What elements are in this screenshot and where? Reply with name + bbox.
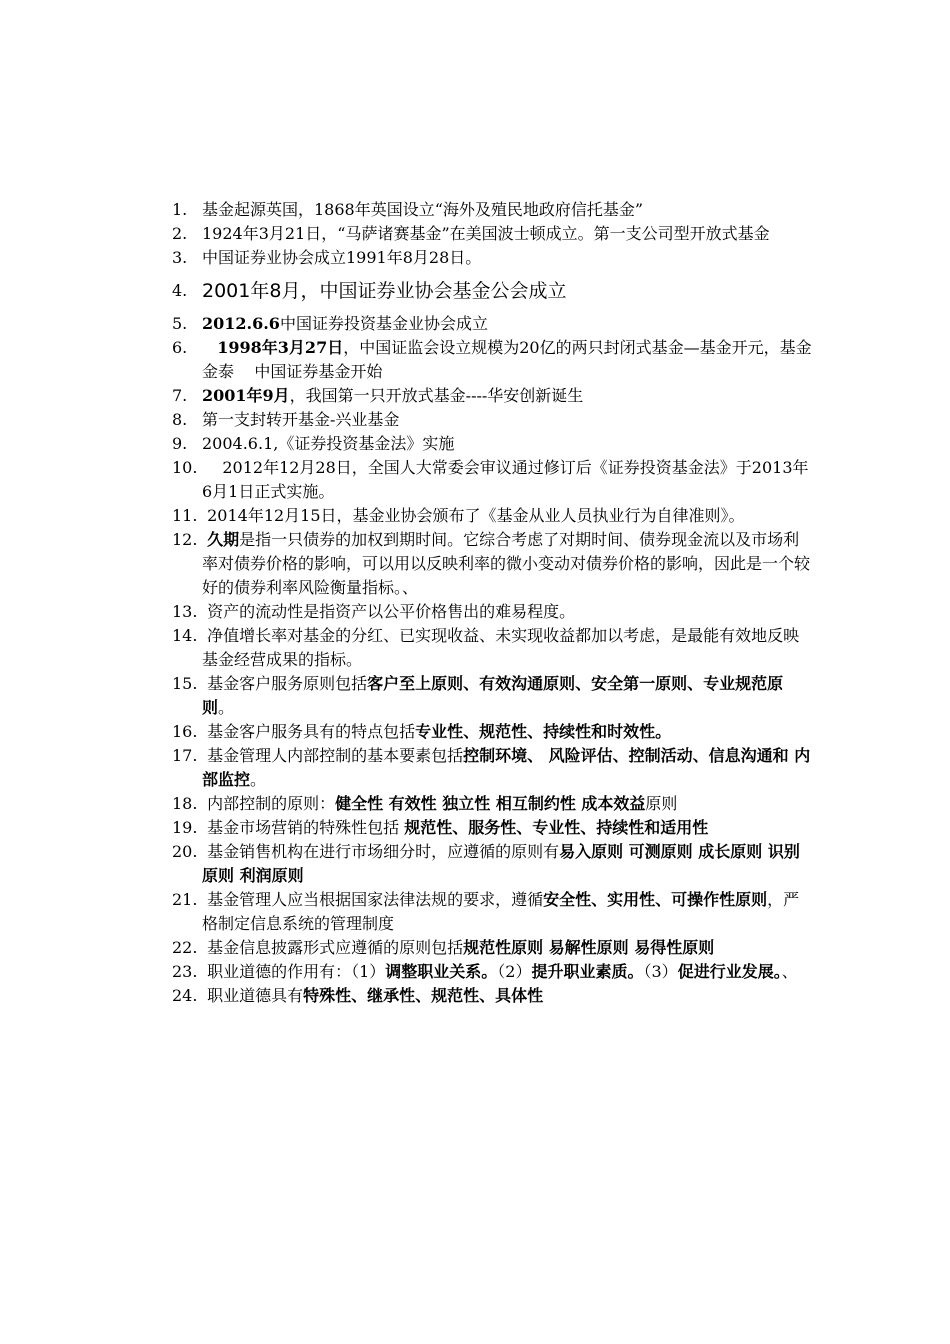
list-item xyxy=(172,528,812,600)
list-item-number: 22. xyxy=(172,938,198,957)
list-item-number: 6. xyxy=(172,338,188,357)
list-item-text: 中国证券业协会成立1991年8月28日。 xyxy=(202,248,482,267)
list-item-text: 职业道德的作用有：（1） xyxy=(202,962,386,981)
list-item xyxy=(172,456,812,504)
list-item-text: 基金管理人内部控制的基本要素包括 xyxy=(202,746,464,765)
list-item-number: 17. xyxy=(172,746,198,765)
list-item-number: 9. xyxy=(172,434,188,453)
list-item-number: 12. xyxy=(172,530,198,549)
list-item-text: 职业道德具有 xyxy=(202,986,304,1005)
list-item-text: 基金客户服务具有的特点包括 xyxy=(202,722,416,741)
list-item-number: 18. xyxy=(172,794,198,813)
list-item-text: 1924年3月21日，“马萨诸赛基金”在美国波士顿成立。第一支公司型开放式基金 xyxy=(202,224,770,243)
bold-text: 促进行业发展。 xyxy=(677,962,782,981)
list-item xyxy=(172,744,812,792)
list-item-text: 净值增长率对基金的分红、已实现收益、未实现收益都加以考虑，是最能有效地反映基金经营成果的指标。 xyxy=(202,626,800,669)
list-item-text: （3） xyxy=(643,962,678,981)
list-item xyxy=(172,984,812,1008)
list-item-number: 16. xyxy=(172,722,198,741)
list-item xyxy=(172,840,812,888)
bold-text: 1998年3月27日 xyxy=(217,338,344,357)
bold-text: 规范性、服务性、专业性、持续性和适用性 xyxy=(404,818,709,837)
list-item-number: 7. xyxy=(172,386,188,405)
list-item-text: 。 xyxy=(250,770,267,789)
list-item-number: 23. xyxy=(172,962,198,981)
list-item-number: 2. xyxy=(172,224,188,243)
bold-text: 健全性 有效性 独立性 相互制约性 成本效益 xyxy=(335,794,646,813)
list-item xyxy=(172,432,812,456)
bold-text: 2012.6.6 xyxy=(202,314,280,333)
list-item-number: 21. xyxy=(172,890,198,909)
list-item xyxy=(172,222,812,246)
list-item xyxy=(172,816,812,840)
list-item-number: 20. xyxy=(172,842,198,861)
bold-text: 提升职业素质。 xyxy=(531,962,644,981)
list-item-text: 资产的流动性是指资产以公平价格售出的难易程度。 xyxy=(202,602,576,621)
list-item xyxy=(172,600,812,624)
bold-text: 专业性、规范性、持续性和时效性。 xyxy=(415,722,672,741)
bold-text: 特殊性、继承性、规范性、具体性 xyxy=(303,986,544,1005)
list-item-text: 2004.6.1,《证券投资基金法》实施 xyxy=(202,434,455,453)
bold-text: 易入原则 可测原则 成长原则 识别原则 利润原则 xyxy=(202,842,800,885)
list-item-text: （2） xyxy=(497,962,532,981)
list-item-text: 基金起源英国，1868年英国设立“海外及殖民地政府信托基金” xyxy=(202,200,644,219)
document-page xyxy=(172,198,812,1008)
list-item-number: 5. xyxy=(172,314,188,333)
list-item-number: 1. xyxy=(172,200,188,219)
list-item xyxy=(172,336,812,384)
list-item xyxy=(172,720,812,744)
list-item xyxy=(172,936,812,960)
list-item-text: 内部控制的原则： xyxy=(202,794,336,813)
list-item-number: 8. xyxy=(172,410,188,429)
list-item-text: ，严格制定信息系统的管理制度 xyxy=(202,890,800,933)
list-item xyxy=(172,246,812,270)
list-item-text xyxy=(202,338,217,357)
list-item xyxy=(172,672,812,720)
list-item xyxy=(172,408,812,432)
list-item-number: 11. xyxy=(172,506,198,525)
list-item-text: 基金信息披露形式应遵循的原则包括 xyxy=(202,938,464,957)
list-item-text: 。 xyxy=(218,698,235,717)
list-item-text: 基金市场营销的特殊性包括 xyxy=(202,818,405,837)
list-item xyxy=(172,312,812,336)
list-item-number: 13. xyxy=(172,602,198,621)
list-item-text: 2001年8月，中国证券业协会基金公会成立 xyxy=(202,280,567,302)
list-item xyxy=(172,198,812,222)
list-item-text: ，我国第一只开放式基金----华安创新诞生 xyxy=(289,386,584,405)
list-item-number: 14. xyxy=(172,626,198,645)
list-item-text: 中国证券投资基金业协会成立 xyxy=(279,314,488,333)
list-item-text: 基金管理人应当根据国家法律法规的要求，遵循 xyxy=(202,890,544,909)
list-item-text: 基金销售机构在进行市场细分时，应遵循的原则有 xyxy=(202,842,560,861)
numbered-list xyxy=(172,198,812,1008)
list-item xyxy=(172,504,812,528)
list-item-text: 第一支封转开基金-兴业基金 xyxy=(202,410,400,429)
list-item-number: 4. xyxy=(172,281,188,300)
list-item-number: 15. xyxy=(172,674,198,693)
bold-text: 调整职业关系。 xyxy=(385,962,498,981)
bold-text: 安全性、实用性、可操作性原则 xyxy=(543,890,768,909)
list-item-number: 3. xyxy=(172,248,188,267)
bold-text: 控制环境、 风险评估、控制活动、信息沟通和 内部监控 xyxy=(202,746,811,789)
list-item-text: ，中国证监会设立规模为20亿的两只封闭式基金—基金开元，基金金泰 中国证券基金开始 xyxy=(202,338,812,381)
bold-text: 久期 xyxy=(207,530,240,549)
list-item-number: 24. xyxy=(172,986,198,1005)
list-item-text: 、 xyxy=(781,962,798,981)
list-item-text: 原则 xyxy=(645,794,678,813)
bold-text: 2001年9月 xyxy=(202,386,290,405)
list-item-number: 19. xyxy=(172,818,198,837)
list-item-text: 是指一只债券的加权到期时间。它综合考虑了对期时间、债券现金流以及市场利率对债券价格的影响，可以用以反映利率的微小变动对债券价格的影响，因此是一个较好的债券利率风险衡量指标。、 xyxy=(202,530,811,597)
list-item xyxy=(172,276,812,306)
list-item-number: 10. xyxy=(172,458,198,477)
bold-text: 规范性原则 易解性原则 易得性原则 xyxy=(463,938,715,957)
list-item xyxy=(172,792,812,816)
list-item xyxy=(172,624,812,672)
list-item xyxy=(172,384,812,408)
list-item-text: 基金客户服务原则包括 xyxy=(202,674,368,693)
list-item xyxy=(172,888,812,936)
bold-text: 客户至上原则、有效沟通原则、安全第一原则、专业规范原则 xyxy=(202,674,784,717)
list-item-text: 2012年12月28日，全国人大常委会审议通过修订后《证券投资基金法》于2013年6月1日正式实施。 xyxy=(202,458,809,501)
list-item-text: 2014年12月15日，基金业协会颁布了《基金从业人员执业行为自律准则》。 xyxy=(202,506,745,525)
list-item xyxy=(172,960,812,984)
